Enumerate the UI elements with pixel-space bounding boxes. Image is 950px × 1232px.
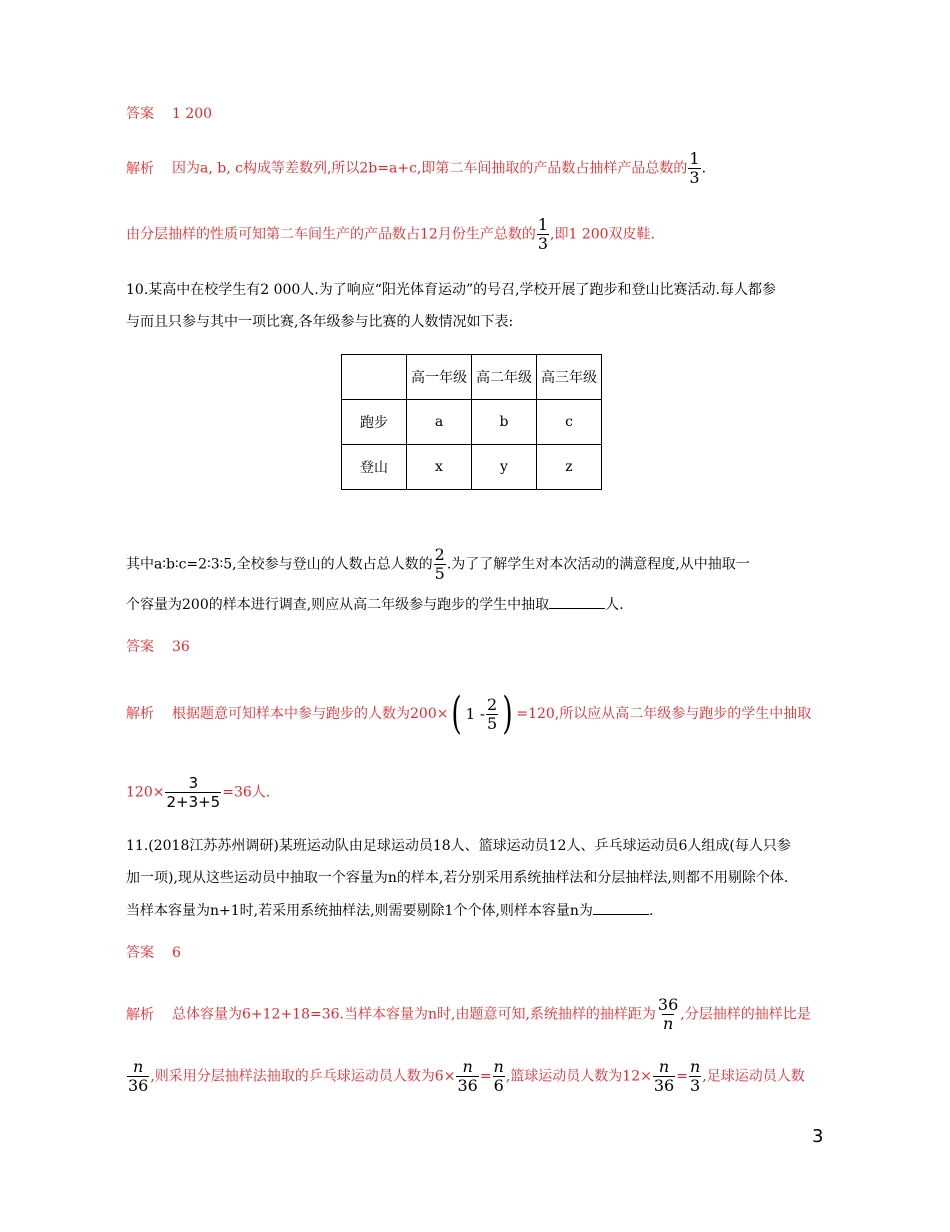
analysis-text: 120×	[126, 784, 165, 801]
q11-stem-line1: 11.(2018江苏苏州调研)某班运动队由足球运动员18人、篮球运动员12人、乒乓球运动员6人组成(每人只参	[126, 838, 791, 854]
table-cell: a	[407, 400, 472, 445]
fraction-n-over-36	[653, 1058, 675, 1095]
q11-answer	[126, 943, 181, 963]
table-row-label: 跑步	[342, 400, 407, 445]
q11-stem-line2: 加一项),现从这些运动员中抽取一个容量为n的样本,若分别采用系统抽样法和分层抽样法,则都不用剔除个体.	[126, 870, 789, 886]
paren-term: 1 -	[465, 705, 486, 723]
analysis-text: ,分层抽样的抽样比是	[680, 1006, 811, 1023]
fraction-n-over-36	[127, 1058, 149, 1095]
frac-denominator: 36	[457, 1076, 478, 1095]
answer-blank	[549, 594, 605, 609]
table-cell: z	[537, 445, 602, 490]
analysis-tail: .	[701, 160, 707, 177]
frac-numerator: n	[689, 1057, 701, 1076]
frac-numerator: n	[462, 1057, 473, 1076]
frac-denominator: 5	[487, 713, 498, 733]
q11-analysis-line2	[126, 1058, 805, 1095]
analysis-text: 总体容量为6+12+18=36.当样本容量为n时,由题意可知,系统抽样的抽样距为	[172, 1006, 656, 1023]
analysis-text: ,篮球运动员人数为12×	[505, 1068, 652, 1085]
table-cell: c	[537, 400, 602, 445]
table-header-cell: 高三年级	[537, 355, 602, 400]
analysis-label: 解析	[126, 706, 154, 722]
equals-sign: =	[479, 1068, 492, 1085]
stem-text: 个容量为200的样本进行调查,则应从高二年级参与跑步的学生中抽取	[126, 597, 550, 613]
analysis-label: 解析	[126, 160, 154, 177]
frac-numerator: 1	[537, 215, 549, 234]
answer-label: 答案	[126, 106, 154, 122]
fraction-three-over-ten	[165, 774, 221, 811]
answer-value: 1 200	[172, 106, 213, 122]
analysis-text: 由分层抽样的性质可知第二车间生产的产品数占12月份生产总数的	[126, 226, 536, 243]
parenthesized-expression	[448, 688, 516, 739]
table-header-cell: 高一年级	[407, 355, 472, 400]
table-header-cell: 高二年级	[472, 355, 537, 400]
frac-numerator: n	[658, 1057, 670, 1076]
table-row-label: 登山	[342, 445, 407, 490]
table-cell: y	[472, 445, 537, 490]
fraction-n-over-6	[493, 1058, 505, 1095]
frac-numerator: n	[133, 1057, 144, 1076]
q9-answer	[126, 104, 212, 124]
table-header-cell	[342, 355, 407, 400]
analysis-text: 根据题意可知样本中参与跑步的人数为200×	[172, 706, 449, 722]
right-paren: )	[502, 688, 513, 739]
left-paren: (	[451, 688, 463, 739]
fraction-one-third	[537, 216, 549, 253]
answer-label: 答案	[126, 945, 154, 961]
frac-numerator: n	[493, 1057, 504, 1076]
analysis-text: ,足球运动员人数	[702, 1068, 805, 1085]
equals-sign: =	[676, 1068, 688, 1085]
q10-stem-line2: 与而且只参与其中一项比赛,各年级参与比赛的人数情况如下表:	[126, 314, 514, 330]
fraction-two-fifths	[486, 696, 498, 733]
table-cell: b	[472, 400, 537, 445]
table-header-row	[342, 355, 602, 400]
answer-blank	[593, 900, 649, 915]
fraction-one-third	[688, 150, 700, 187]
q9-analysis-line2	[126, 216, 655, 253]
frac-denominator: 2+3+5	[166, 793, 221, 811]
frac-numerator: 36	[657, 995, 679, 1014]
table-row	[342, 445, 602, 490]
stem-text: 当样本容量为n+1时,若采用系统抽样法,则需要剔除1个个体,则样本容量n为	[126, 903, 593, 919]
frac-denominator: 5	[434, 564, 445, 583]
q10-stem-line1: 10.某高中在校学生有2 000人.为了响应“阳光体育运动”的号召,学校开展了跑步和登山比赛活动.每人都参	[126, 282, 777, 298]
answer-value: 6	[172, 945, 181, 961]
frac-numerator: 2	[487, 694, 498, 714]
participation-table	[341, 354, 602, 490]
q11-analysis-line1	[126, 996, 811, 1033]
stem-text: 人.	[605, 597, 624, 613]
frac-denominator: 36	[128, 1076, 149, 1095]
page-number: 3	[812, 1126, 824, 1147]
fraction-n-over-3	[689, 1058, 701, 1095]
analysis-text: ,则采用分层抽样法抽取的乒乓球运动员人数为6×	[150, 1068, 456, 1085]
frac-denominator: 36	[653, 1076, 675, 1095]
analysis-label: 解析	[126, 1006, 154, 1023]
q11-stem-line3	[126, 900, 653, 921]
frac-denominator: 6	[493, 1076, 504, 1095]
analysis-text: =36人.	[222, 784, 271, 801]
q10-analysis-line2	[126, 774, 270, 811]
frac-denominator: n	[662, 1014, 674, 1033]
analysis-tail: ,即1 200双皮鞋.	[550, 226, 655, 243]
answer-value: 36	[172, 639, 190, 655]
analysis-text: =120,所以应从高二年级参与跑步的学生中抽取	[516, 706, 812, 722]
frac-denominator: 3	[689, 168, 700, 187]
q10-stem-line3	[126, 546, 750, 583]
stem-text: 其中a∶b∶c=2∶3∶5,全校参与登山的人数占总人数的	[126, 556, 433, 573]
frac-numerator: 1	[689, 149, 700, 168]
q10-stem-line4	[126, 594, 624, 615]
stem-text: .	[648, 903, 654, 919]
q9-analysis-line1	[126, 150, 706, 187]
q10-answer	[126, 637, 190, 657]
fraction-two-fifths	[434, 546, 446, 583]
frac-numerator: 2	[434, 545, 445, 564]
stem-text: .为了了解学生对本次活动的满意程度,从中抽取一	[446, 556, 750, 573]
q10-analysis-line1	[126, 688, 812, 739]
table-cell: x	[407, 445, 472, 490]
analysis-text: 因为a, b, c构成等差数列,所以2b=a+c,即第二车间抽取的产品数占抽样产品总数的	[172, 160, 688, 177]
frac-denominator: 3	[690, 1076, 701, 1095]
frac-numerator: 3	[188, 774, 199, 792]
table-row	[342, 400, 602, 445]
fraction-n-over-36	[456, 1058, 478, 1095]
frac-denominator: 3	[537, 234, 549, 253]
fraction-36-over-n	[657, 996, 679, 1033]
answer-label: 答案	[126, 639, 154, 655]
